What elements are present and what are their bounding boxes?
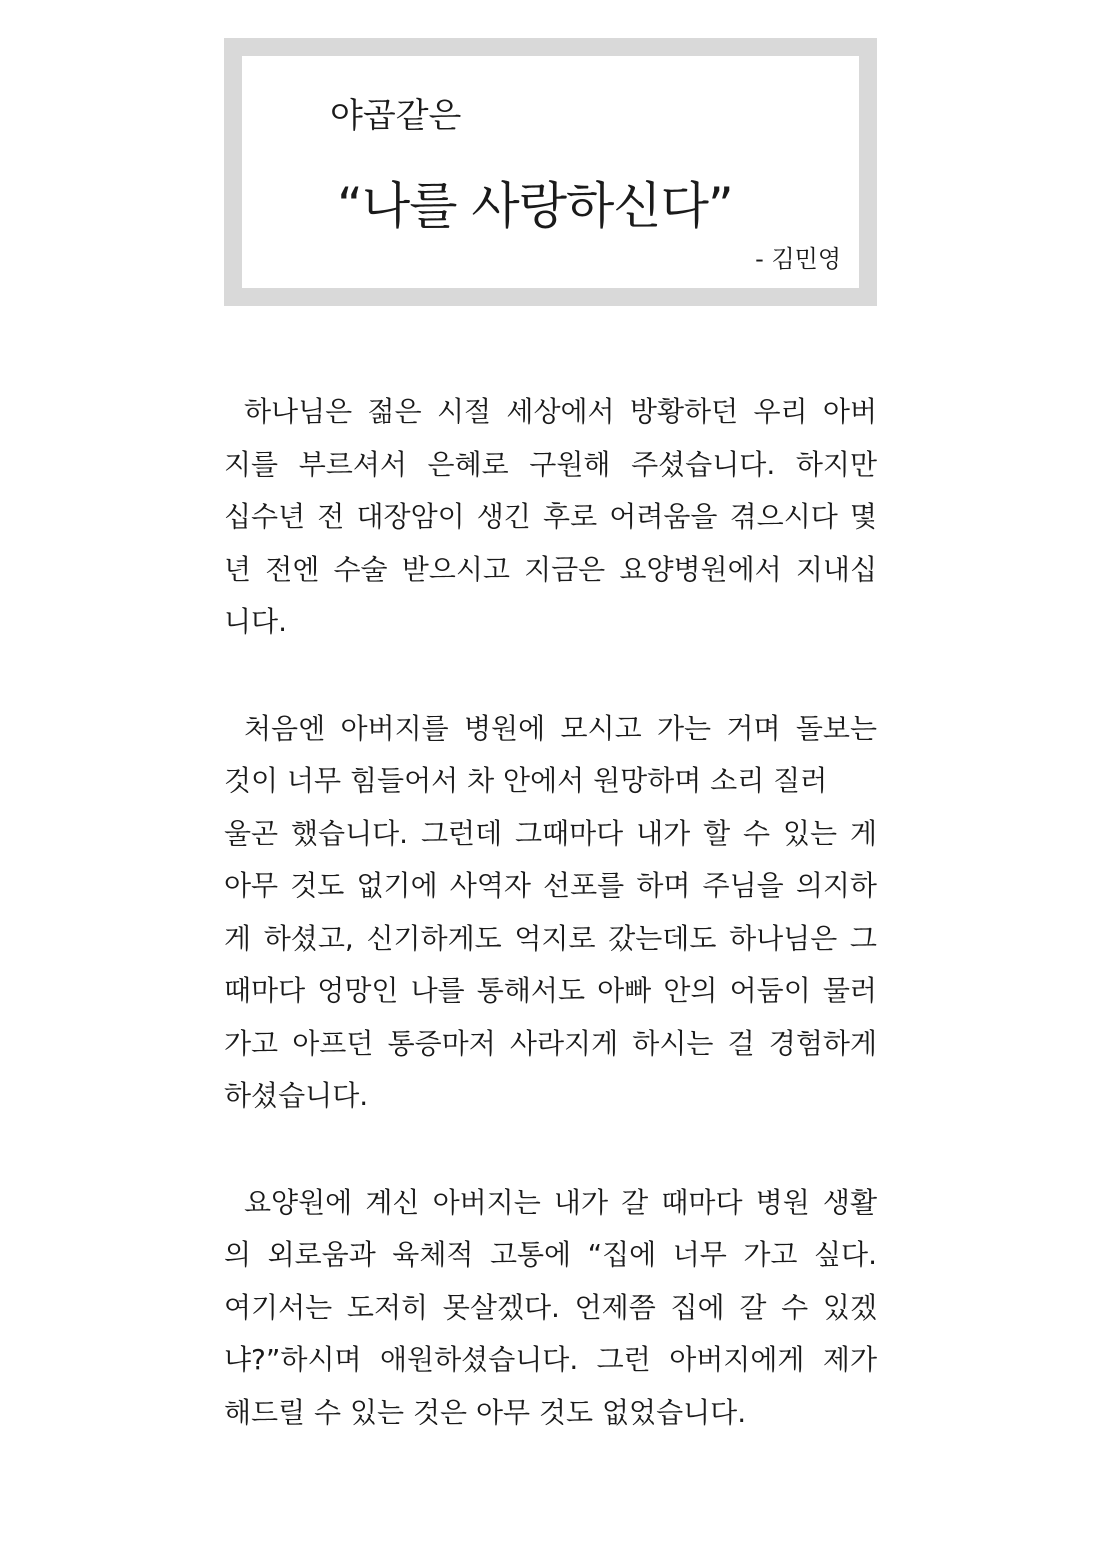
text-line: 요양원에 계신 아버지는 내가 갈 때마다 병원 생활 [244, 1185, 877, 1219]
text-line: 울곤 했습니다. 그런데 그때마다 내가 할 수 있는 게 [224, 816, 877, 850]
subtitle: 야곱같은 [330, 96, 462, 136]
text-line: 십수년 전 대장암이 생긴 후로 어려움을 겪으시다 몇 [224, 500, 877, 533]
text-line: 하나님은 젊은 시절 세상에서 방황하던 우리 아버 [244, 395, 877, 428]
text-line: 니다. [224, 605, 287, 638]
text-line: 지를 부르셔서 은혜로 구원해 주셨습니다. 하지만 [224, 447, 877, 481]
text-line: 때마다 엉망인 나를 통해서도 아빠 안의 어둠이 물러 [224, 974, 877, 1007]
text-line: 가고 아프던 통증마저 사라지게 하시는 걸 경험하게 [224, 1026, 877, 1060]
title-box [224, 38, 877, 306]
text-line: 년 전엔 수술 받으시고 지금은 요양병원에서 지내십 [224, 552, 877, 586]
text-line: 게 하셨고, 신기하게도 억지로 갔는데도 하나님은 그 [224, 921, 877, 955]
text-line: 하셨습니다. [224, 1079, 369, 1112]
author-byline: - 김민영 [755, 245, 841, 273]
paragraph [224, 1177, 877, 1440]
text-line: 여기서는 도저히 못살겠다. 언제쯤 집에 갈 수 있겠 [224, 1290, 877, 1324]
page-title: “나를 사랑하신다” [337, 177, 733, 235]
text-line: 처음엔 아버지를 병원에 모시고 가는 거며 돌보는 [244, 711, 877, 745]
text-line: 것이 너무 힘들어서 차 안에서 원망하며 소리 질러 [224, 764, 828, 797]
text-line: 아무 것도 없기에 사역자 선포를 하며 주님을 의지하 [224, 869, 877, 902]
text-line: 냐?”하시며 애원하셨습니다. 그런 아버지에게 제가 [224, 1343, 877, 1376]
article-body [224, 386, 877, 1493]
paragraph [224, 703, 877, 1123]
text-line: 해드릴 수 있는 것은 아무 것도 없었습니다. [224, 1395, 747, 1429]
paragraph [224, 386, 877, 649]
text-line: 의 외로움과 육체적 고통에 “집에 너무 가고 싶다. [224, 1238, 877, 1271]
title-box-inner [242, 56, 859, 288]
